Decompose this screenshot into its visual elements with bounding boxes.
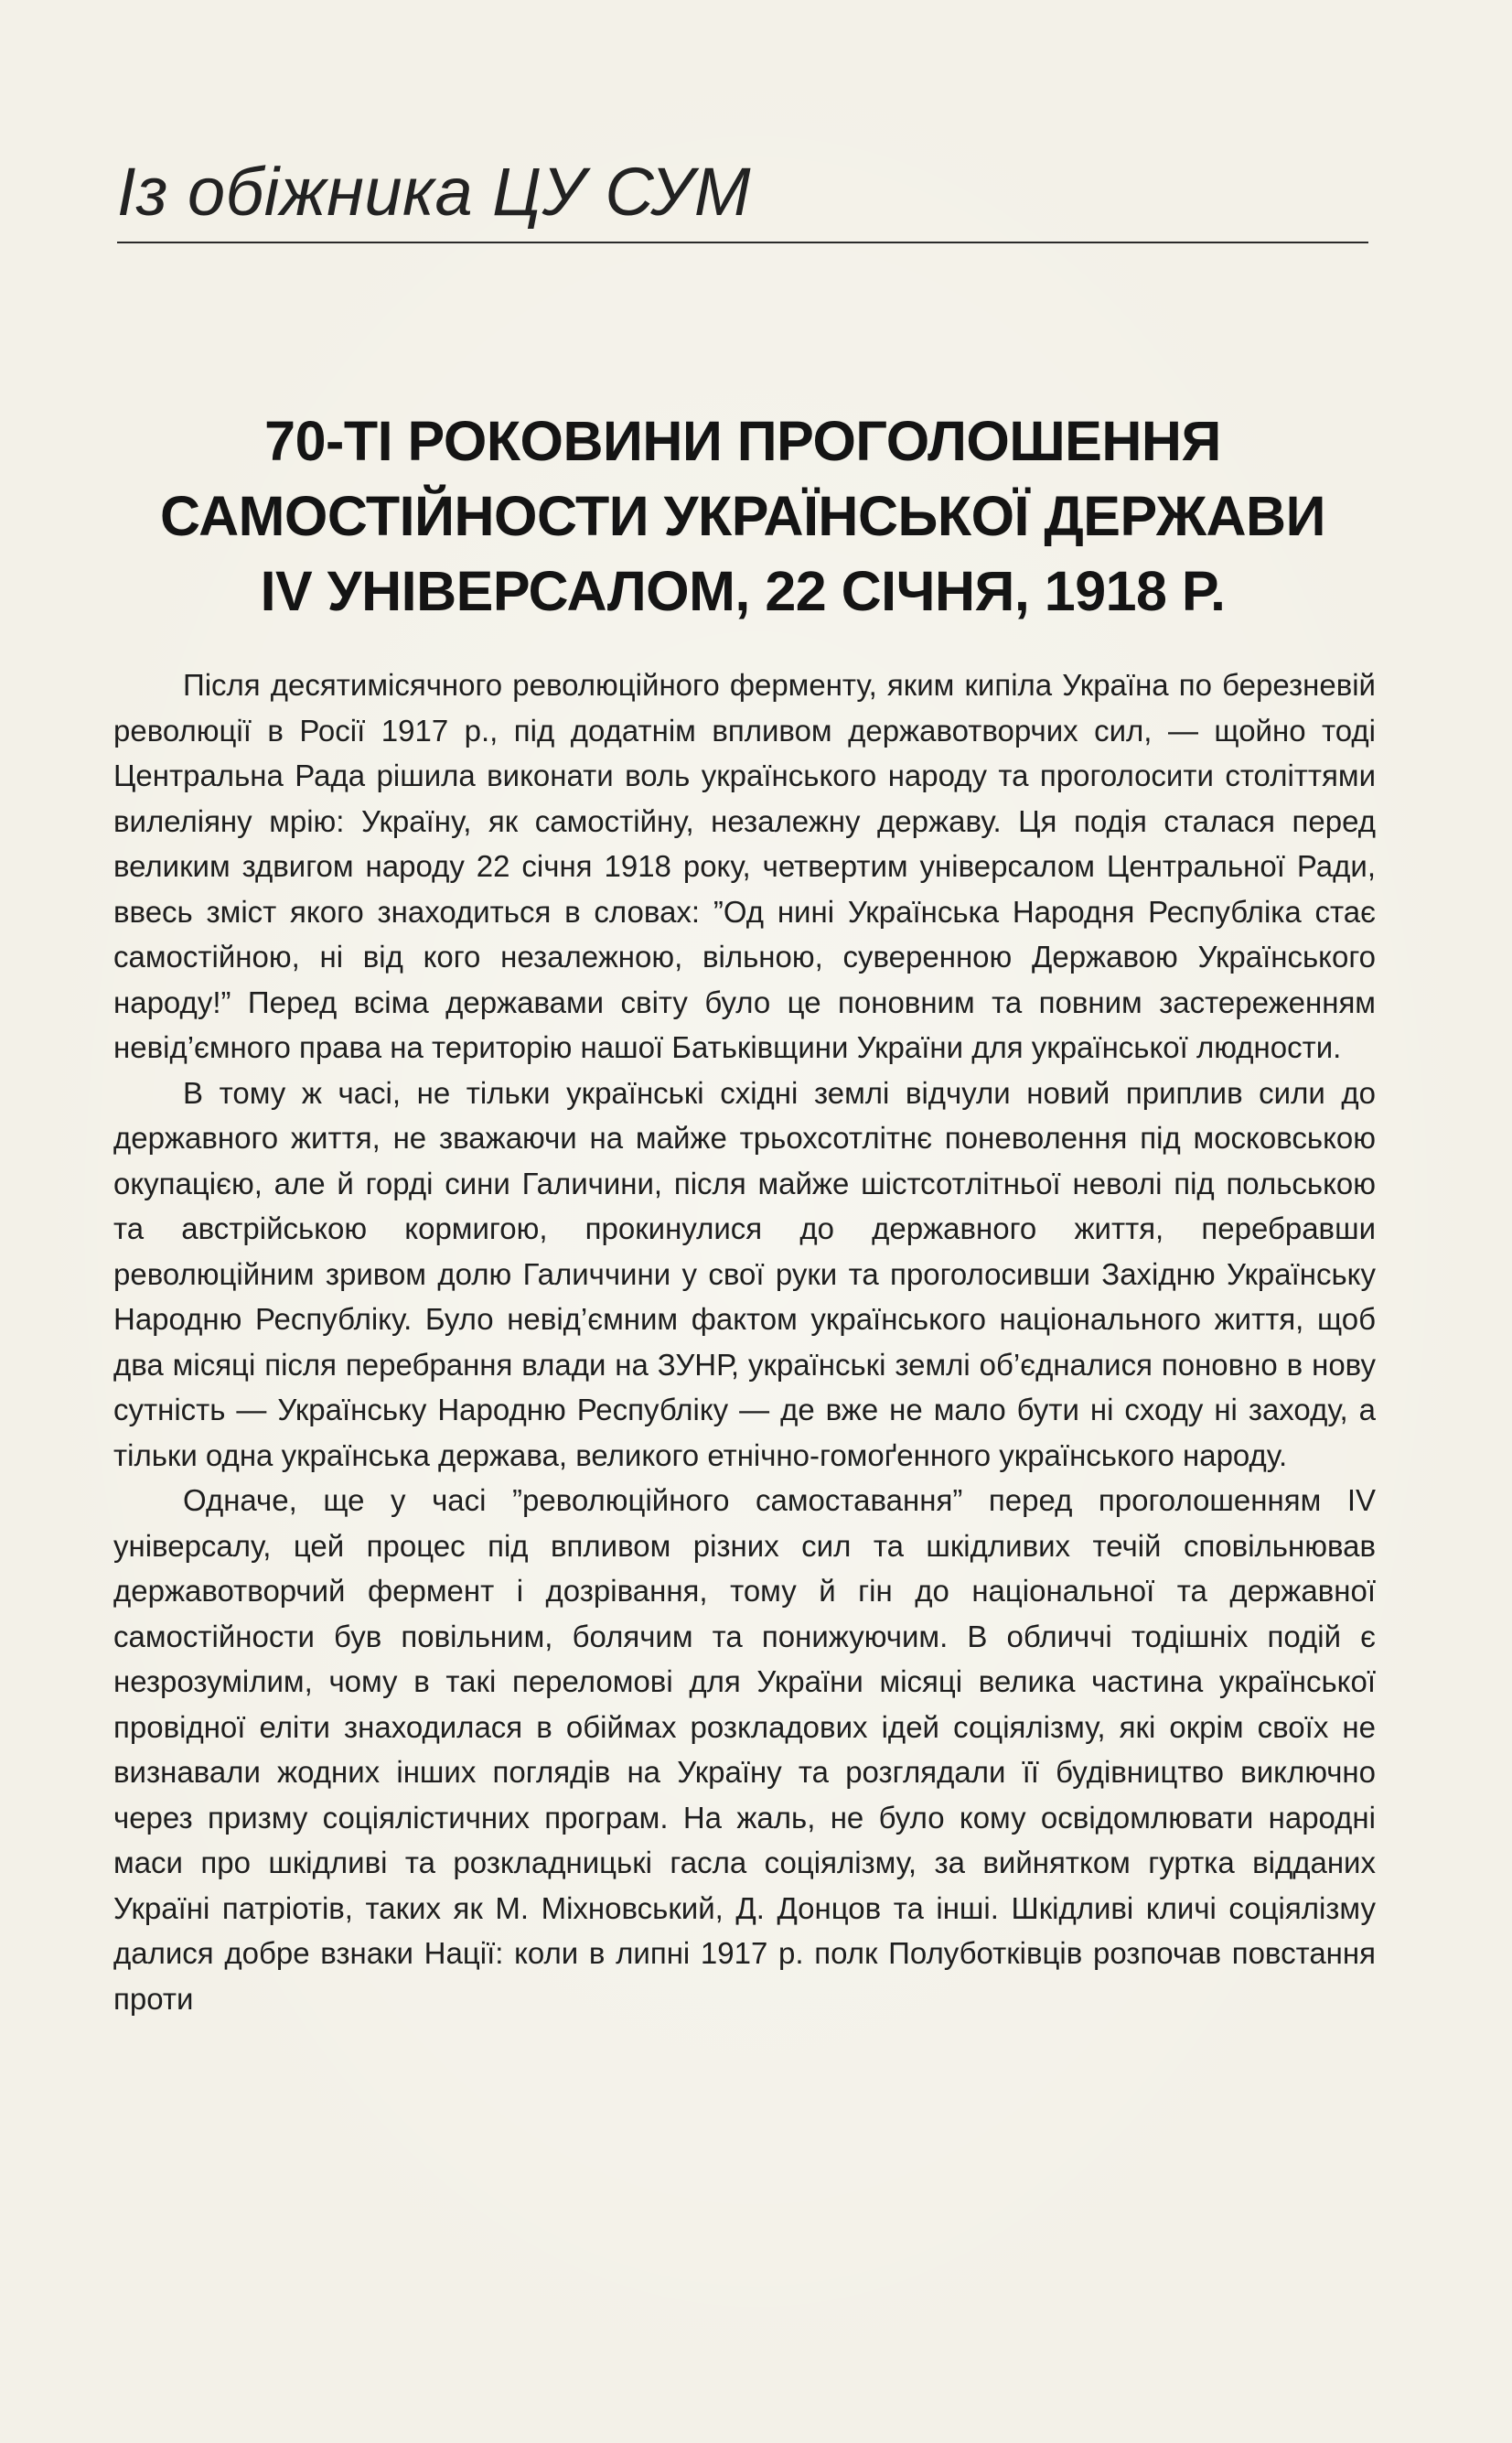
- article-paragraph: Після десятимісячного революційного ферменту, яким кипіла Україна по березневій революції в Росії 1917 р., під додатнім впливом державотворчих сил, — щойно тоді Центральна Рада рішила виконати воль українського народу та проголосити століттями вилеліяну мрію: Україну, як самостійну, незалежну державу. Ця подія сталася перед великим здвигом народу 22 січня 1918 року, четвертим універсалом Центральної Ради, ввесь зміст якого знаходиться в словах: ”Од нині Українська Народня Республіка стає самостійною, ні від кого незалежною, вільною, суверенною Державою Українського народу!” Перед всіма державами світу було це поновним та повним застереженням невід’ємного права на територію нашої Батьківщини України для української людности.: [113, 668, 1376, 1064]
- article-paragraph: Одначе, ще у часі ”революційного самоставання” перед проголошенням IV універсалу, цей процес під впливом різних сил та шкідливих течій сповільнював державотворчий фермент і дозрівання, тому й гін до національної та державної самостійности був повільним, болячим та понижуючим. В обличчі тодішніх подій є незрозумілим, чому в такі переломові для України місяці велика частина української провідної еліти знаходилася в обіймах розкладових ідей соціялізму, які окрім своїх не визнавали жодних інших поглядів на Україну та розглядали її будівництво виключно через призму соціялістичних програм. На жаль, не було кому освідомлювати народні маси про шкідливі та розкладницькі гасла соціялізму, за вийнятком гуртка відданих Україні патріотів, таких як М. Міхновський, Д. Донцов та інші. Шкідливі кличі соціялізму далися добре взнаки Нації: коли в липні 1917 р. полк Полуботківців розпочав повстання проти: [113, 1483, 1376, 2016]
- article-paragraph: В тому ж часі, не тільки українські східні землі відчули новий приплив сили до державного життя, не зважаючи на майже трьохсотлітнє поневолення під московською окупацією, але й горді сини Галичини, після майже шістсотлітньої неволі під польською та австрійською кормигою, прокинулися до державного життя, перебравши революційним зривом долю Галиччини у свої руки та проголосивши Західню Українську Народню Республіку. Було невід’ємним фактом українського національного життя, щоб два місяці після перебрання влади на ЗУНР, українські землі об’єдналися поновно в нову сутність — Українську Народню Республіку — де вже не мало бути ні сходу ні заходу, а тільки одна українська держава, великого етнічно-гомоґенного українського народу.: [113, 1075, 1376, 1472]
- headline-line: IV УНІВЕРСАЛОМ, 22 СІЧНЯ, 1918 Р.: [260, 559, 1226, 622]
- headline-line: САМОСТІЙНОСТИ УКРАЇНСЬКОЇ ДЕРЖАВИ: [160, 484, 1325, 547]
- section-header: [117, 146, 1368, 247]
- header-rule: [117, 242, 1368, 243]
- article-body: [113, 662, 1376, 2021]
- article-headline: [101, 404, 1385, 629]
- headline-line: 70-ТІ РОКОВИНИ ПРОГОЛОШЕННЯ: [264, 409, 1221, 472]
- section-title: Із обіжника ЦУ СУМ: [117, 154, 752, 230]
